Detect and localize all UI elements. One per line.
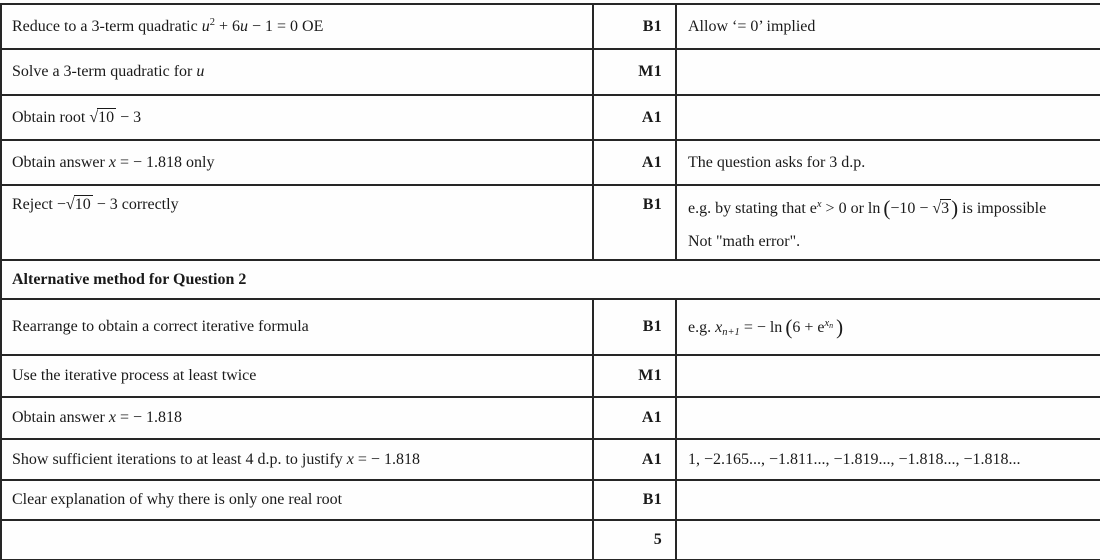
- comment-cell: [676, 49, 1100, 95]
- mark-cell: A1: [593, 140, 676, 185]
- subscript: n+1: [722, 326, 740, 338]
- mark-cell: A1: [593, 439, 676, 480]
- total-marks-cell: 5: [593, 520, 676, 560]
- sqrt-radical: [66, 195, 93, 213]
- radicand: 3: [941, 200, 950, 217]
- criterion-text: Obtain answer: [12, 153, 109, 171]
- math-text: + 6: [214, 18, 240, 35]
- comment-cell: [676, 397, 1100, 439]
- comment-cell: [676, 480, 1100, 520]
- radical-sign: √: [932, 200, 941, 217]
- radical-sign: √: [65, 196, 74, 213]
- comment-line: Not "math error".: [688, 233, 801, 251]
- table-row: [1, 4, 1100, 49]
- sqrt-radical: [89, 108, 116, 126]
- math-variable: u: [201, 18, 210, 35]
- comment-line: [688, 195, 1092, 221]
- comment-cell: [676, 95, 1100, 140]
- superscript: [824, 318, 833, 329]
- criterion-text: Show sufficient iterations to at least 4 d.p. to justify: [12, 450, 347, 468]
- table-row: [1, 49, 1100, 95]
- minus-sign: −: [56, 196, 66, 213]
- comment-cell: The question asks for 3 d.p.: [676, 140, 1100, 185]
- mark-cell: B1: [593, 299, 676, 355]
- comment-text: e.g. by stating that: [688, 200, 810, 217]
- math-variable: x: [824, 317, 830, 329]
- mark-cell: M1: [593, 49, 676, 95]
- comment-cell: Allow ‘= 0’ implied: [676, 4, 1100, 49]
- table-row: [1, 95, 1100, 140]
- criterion-text: Obtain answer: [12, 409, 109, 426]
- superscript: 2: [209, 17, 215, 28]
- criterion-cell: [1, 185, 593, 260]
- mark-cell: A1: [593, 397, 676, 439]
- comment-text: e.g.: [688, 318, 716, 336]
- comment-cell: [676, 355, 1100, 397]
- comment-cell: [676, 299, 1100, 355]
- open-paren: (: [883, 196, 891, 220]
- math-text: = − 1.818: [353, 450, 420, 468]
- table-row: [1, 480, 1100, 520]
- math-text: = − ln: [739, 318, 783, 336]
- comment-text: is impossible: [958, 200, 1047, 217]
- nested-subscript: n: [829, 320, 834, 330]
- math-text: −10 −: [890, 200, 933, 217]
- criterion-text: Reject: [12, 196, 57, 213]
- table-row: [1, 140, 1100, 185]
- table-row: [1, 439, 1100, 480]
- math-text: = − 1.818: [115, 409, 183, 426]
- math-variable: x: [108, 409, 116, 426]
- math-variable: x: [108, 153, 116, 171]
- sqrt-radical: [932, 199, 951, 217]
- math-text: − 1 = 0 OE: [247, 18, 324, 35]
- math-text: = − 1.818 only: [115, 153, 215, 171]
- mark-cell: B1: [593, 185, 676, 260]
- comment-cell: [676, 520, 1100, 560]
- criterion-text: Reduce to a 3-term quadratic: [12, 18, 202, 35]
- math-text: 6 + e: [792, 318, 825, 336]
- table-row: [1, 397, 1100, 439]
- comment-cell: 1, −2.165..., −1.811..., −1.819..., −1.818..., −1.818...: [676, 439, 1100, 480]
- section-header-row: [1, 260, 1100, 299]
- criterion-cell: [1, 520, 593, 560]
- criterion-text: Obtain root: [12, 108, 90, 126]
- open-paren: (: [785, 314, 793, 339]
- criterion-cell: [1, 95, 593, 140]
- criterion-text: Solve a 3-term quadratic for: [12, 63, 197, 80]
- criterion-cell: [1, 439, 593, 480]
- criterion-cell: [1, 4, 593, 49]
- superscript: x: [816, 199, 822, 210]
- criterion-cell: Rearrange to obtain a correct iterative formula: [1, 299, 593, 355]
- criterion-cell: Clear explanation of why there is only one real root: [1, 480, 593, 520]
- math-variable: x: [346, 450, 354, 468]
- math-variable: u: [239, 18, 248, 35]
- mark-cell: A1: [593, 95, 676, 140]
- radicand: 10: [98, 108, 115, 126]
- table-row: [1, 355, 1100, 397]
- total-row: [1, 520, 1100, 560]
- math-text: − 3: [116, 108, 142, 126]
- mark-scheme-table: [0, 3, 1100, 560]
- table-row: [1, 185, 1100, 260]
- euler-e: e: [809, 200, 817, 217]
- comment-text: > 0 or ln: [821, 200, 881, 217]
- math-text: − 3 correctly: [92, 196, 179, 213]
- criterion-cell: [1, 49, 593, 95]
- comment-cell: [676, 185, 1100, 260]
- close-paren: ): [836, 314, 844, 339]
- table-row: [1, 299, 1100, 355]
- math-variable: u: [196, 63, 205, 80]
- mark-cell: B1: [593, 4, 676, 49]
- mark-cell: B1: [593, 480, 676, 520]
- mark-cell: M1: [593, 355, 676, 397]
- radical-sign: √: [89, 108, 98, 126]
- criterion-cell: [1, 140, 593, 185]
- radicand: 10: [74, 196, 91, 213]
- criterion-cell: Use the iterative process at least twice: [1, 355, 593, 397]
- math-variable: x: [715, 318, 723, 336]
- close-paren: ): [951, 196, 959, 220]
- section-header: Alternative method for Question 2: [1, 260, 1100, 299]
- criterion-cell: [1, 397, 593, 439]
